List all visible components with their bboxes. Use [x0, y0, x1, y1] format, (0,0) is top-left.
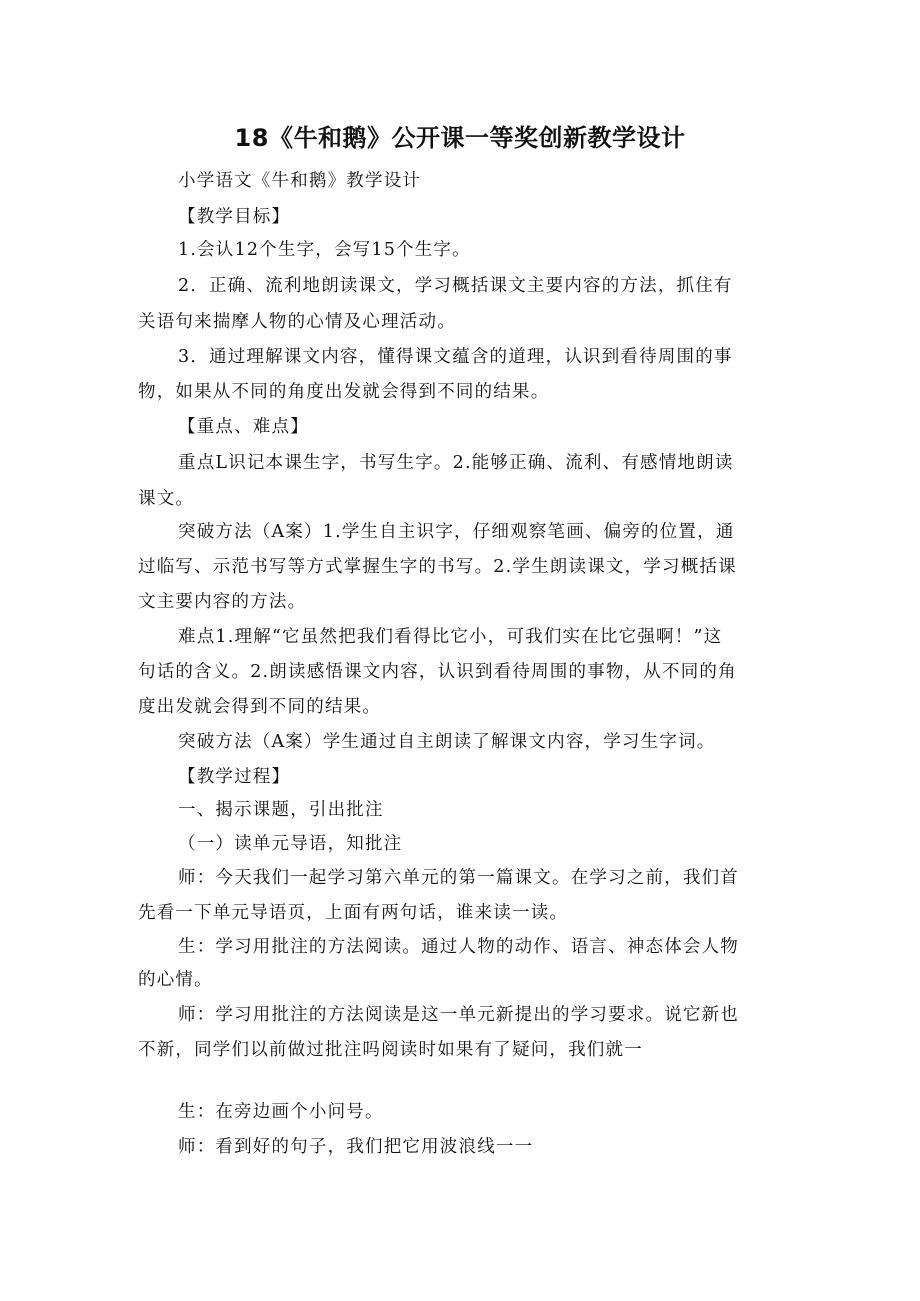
paragraph-line: 文主要内容的方法。	[138, 592, 307, 612]
section-heading-objectives: 【教学目标】	[178, 207, 291, 227]
paragraph-line: 先看一下单元导语页，上面有两句话，谁来读一读。	[138, 903, 569, 923]
paragraph-line: 生：学习用批注的方法阅读。通过人物的动作、语言、神态体会人物	[178, 937, 739, 957]
paragraph-line: 师：今天我们一起学习第六单元的第一篇课文。在学习之前，我们首	[178, 868, 739, 888]
section-heading-process: 【教学过程】	[178, 767, 291, 787]
paragraph-line: 师：看到好的句子，我们把它用波浪线一一	[178, 1137, 534, 1157]
paragraph-line: 课文。	[138, 489, 195, 509]
subtitle-line: 小学语文《牛和鹅》教学设计	[178, 171, 422, 191]
paragraph-line: 关语句来揣摩人物的心情及心理活动。	[138, 312, 456, 332]
paragraph-line: 物，如果从不同的角度出发就会得到不同的结果。	[138, 382, 550, 402]
document-title: 18《牛和鹅》公开课一等奖创新教学设计	[234, 124, 686, 152]
paragraph-line: 重点L识记本课生字，书写生字。2.能够正确、流利、有感情地朗读	[178, 453, 734, 473]
paragraph-line: 句话的含义。2.朗读感悟课文内容，认识到看待周围的事物，从不同的角	[138, 662, 737, 682]
paragraph-line: 师：学习用批注的方法阅读是这一单元新提出的学习要求。说它新也	[178, 1005, 739, 1025]
paragraph-line: 突破方法（A案）1.学生自主识字，仔细观察笔画、偏旁的位置，通	[178, 522, 735, 542]
paragraph-line: 不新，同学们以前做过批注吗阅读时如果有了疑问，我们就一	[138, 1040, 643, 1060]
paragraph-line: 过临写、示范书写等方式掌握生字的书写。2.学生朗读课文，学习概括课	[138, 557, 737, 577]
paragraph-line: 3．通过理解课文内容，懂得课文蕴含的道理，认识到看待周围的事	[178, 347, 733, 367]
subsection-heading: （一）读单元导语，知批注	[178, 834, 403, 854]
paragraph-line: 难点1.理解“它虽然把我们看得比它小，可我们实在比它强啊！”这	[178, 627, 723, 647]
subsection-heading: 一、揭示课题，引出批注	[178, 800, 384, 820]
paragraph-line: 突破方法（A案）学生通过自主朗读了解课文内容，学习生字词。	[178, 732, 716, 752]
paragraph-line: 度出发就会得到不同的结果。	[138, 697, 382, 717]
paragraph-line: 的心情。	[138, 970, 213, 990]
paragraph-line: 1.会认12个生字，会写15个生字。	[178, 240, 471, 260]
paragraph-line: 生：在旁边画个小问号。	[178, 1102, 384, 1122]
paragraph-line: 2．正确、流利地朗读课文，学习概括课文主要内容的方法，抓住有	[178, 276, 733, 296]
section-heading-key-points: 【重点、难点】	[178, 417, 309, 437]
